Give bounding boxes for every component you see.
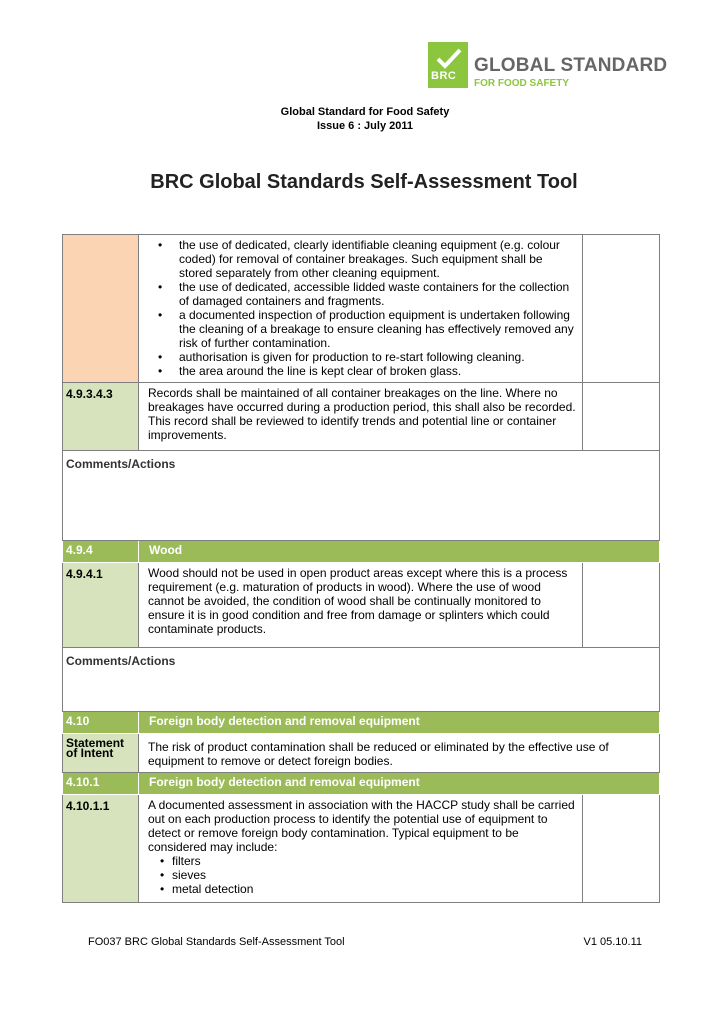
statement-label-line2: of Intent bbox=[66, 746, 114, 760]
comments-actions-field[interactable]: Comments/Actions bbox=[63, 451, 660, 541]
table-row bbox=[63, 235, 660, 383]
logo-food-safety: FOR FOOD SAFETY bbox=[474, 78, 569, 89]
footer-document-name: FO037 BRC Global Standards Self-Assessment Tool bbox=[88, 936, 345, 948]
comments-row bbox=[63, 451, 660, 541]
section-header-row bbox=[63, 541, 660, 563]
statement-of-intent-label bbox=[63, 734, 139, 773]
ref-cell bbox=[63, 235, 139, 383]
footer-version: V1 05.10.11 bbox=[583, 936, 642, 948]
clause-ref: 4.10.1.1 bbox=[63, 795, 139, 903]
assessment-table bbox=[62, 234, 660, 903]
requirement-cell bbox=[139, 795, 583, 903]
statement-text: The risk of product contamination shall be reduced or eliminated by the effective use of equipment to remove or detect foreign bodies. bbox=[139, 734, 660, 773]
list-item: • the use of dedicated, clearly identifiable cleaning equipment (e.g. colour coded) for removal of container breakages. Such equipment shall be stored separately from other cleaning equipment. bbox=[148, 238, 576, 280]
response-cell[interactable] bbox=[583, 563, 660, 648]
requirement-text: Records shall be maintained of all container breakages on the line. Where no breakages have occurred during a production period, this shall also be recorded. This record shall be reviewed to identify trends and potential line or container improvements. bbox=[139, 383, 583, 451]
table-row bbox=[63, 383, 660, 451]
requirement-text: A documented assessment in association with the HACCP study shall be carried out on each production process to identify the potential use of equipment to detect or remove foreign body contamination. Typical equipment to be considered may include: bbox=[148, 798, 575, 854]
brc-logo-mark bbox=[428, 42, 468, 88]
list-item: • a documented inspection of production equipment is undertaken following the cleaning of a breakage to ensure cleaning has effectively removed any risk of further contamination. bbox=[148, 308, 576, 350]
response-cell[interactable] bbox=[583, 795, 660, 903]
requirement-cell bbox=[139, 235, 583, 383]
logo-global-standard: GLOBAL STANDARD bbox=[474, 55, 668, 76]
bullet-list bbox=[148, 238, 576, 378]
list-item: • authorisation is given for production to re-start following cleaning. bbox=[148, 350, 576, 364]
response-cell[interactable] bbox=[583, 235, 660, 383]
list-item: • the use of dedicated, accessible lidded waste containers for the collection of damaged containers and fragments. bbox=[148, 280, 576, 308]
header-standard-name: Global Standard for Food Safety bbox=[280, 106, 450, 118]
section-ref: 4.10 bbox=[63, 712, 139, 734]
list-item: • metal detection bbox=[148, 882, 576, 896]
brc-logo bbox=[428, 42, 668, 94]
table-row bbox=[63, 563, 660, 648]
requirement-text: Wood should not be used in open product areas except where this is a process requirement (e.g. maturation of products in wood). Where the use of wood cannot be avoided, the condition of wood shall be continually monitored to ensure it is in good condition and free from damage or splinters which could contaminate products. bbox=[139, 563, 583, 648]
clause-ref: 4.9.4.1 bbox=[63, 563, 139, 648]
statement-label-line1: Statement bbox=[66, 736, 125, 750]
response-cell[interactable] bbox=[583, 383, 660, 451]
page-title: BRC Global Standards Self-Assessment Tool bbox=[150, 171, 578, 193]
list-item: • filters bbox=[148, 854, 576, 868]
section-header-row bbox=[63, 712, 660, 734]
header-issue: Issue 6 : July 2011 bbox=[316, 120, 413, 132]
logo-brc-text: BRC bbox=[431, 70, 457, 82]
table-row bbox=[63, 795, 660, 903]
section-ref: 4.9.4 bbox=[63, 541, 139, 563]
bullet-list bbox=[148, 854, 576, 896]
section-title: Foreign body detection and removal equipment bbox=[139, 712, 660, 734]
section-header-row bbox=[63, 773, 660, 795]
section-ref: 4.10.1 bbox=[63, 773, 139, 795]
section-title: Wood bbox=[139, 541, 660, 563]
clause-ref: 4.9.3.4.3 bbox=[63, 383, 139, 451]
checkmark-icon bbox=[436, 47, 462, 69]
comments-actions-field[interactable]: Comments/Actions bbox=[63, 648, 660, 712]
section-title: Foreign body detection and removal equipment bbox=[139, 773, 660, 795]
statement-row bbox=[63, 734, 660, 773]
list-item: • sieves bbox=[148, 868, 576, 882]
list-item: • the area around the line is kept clear of broken glass. bbox=[148, 364, 576, 378]
comments-row bbox=[63, 648, 660, 712]
